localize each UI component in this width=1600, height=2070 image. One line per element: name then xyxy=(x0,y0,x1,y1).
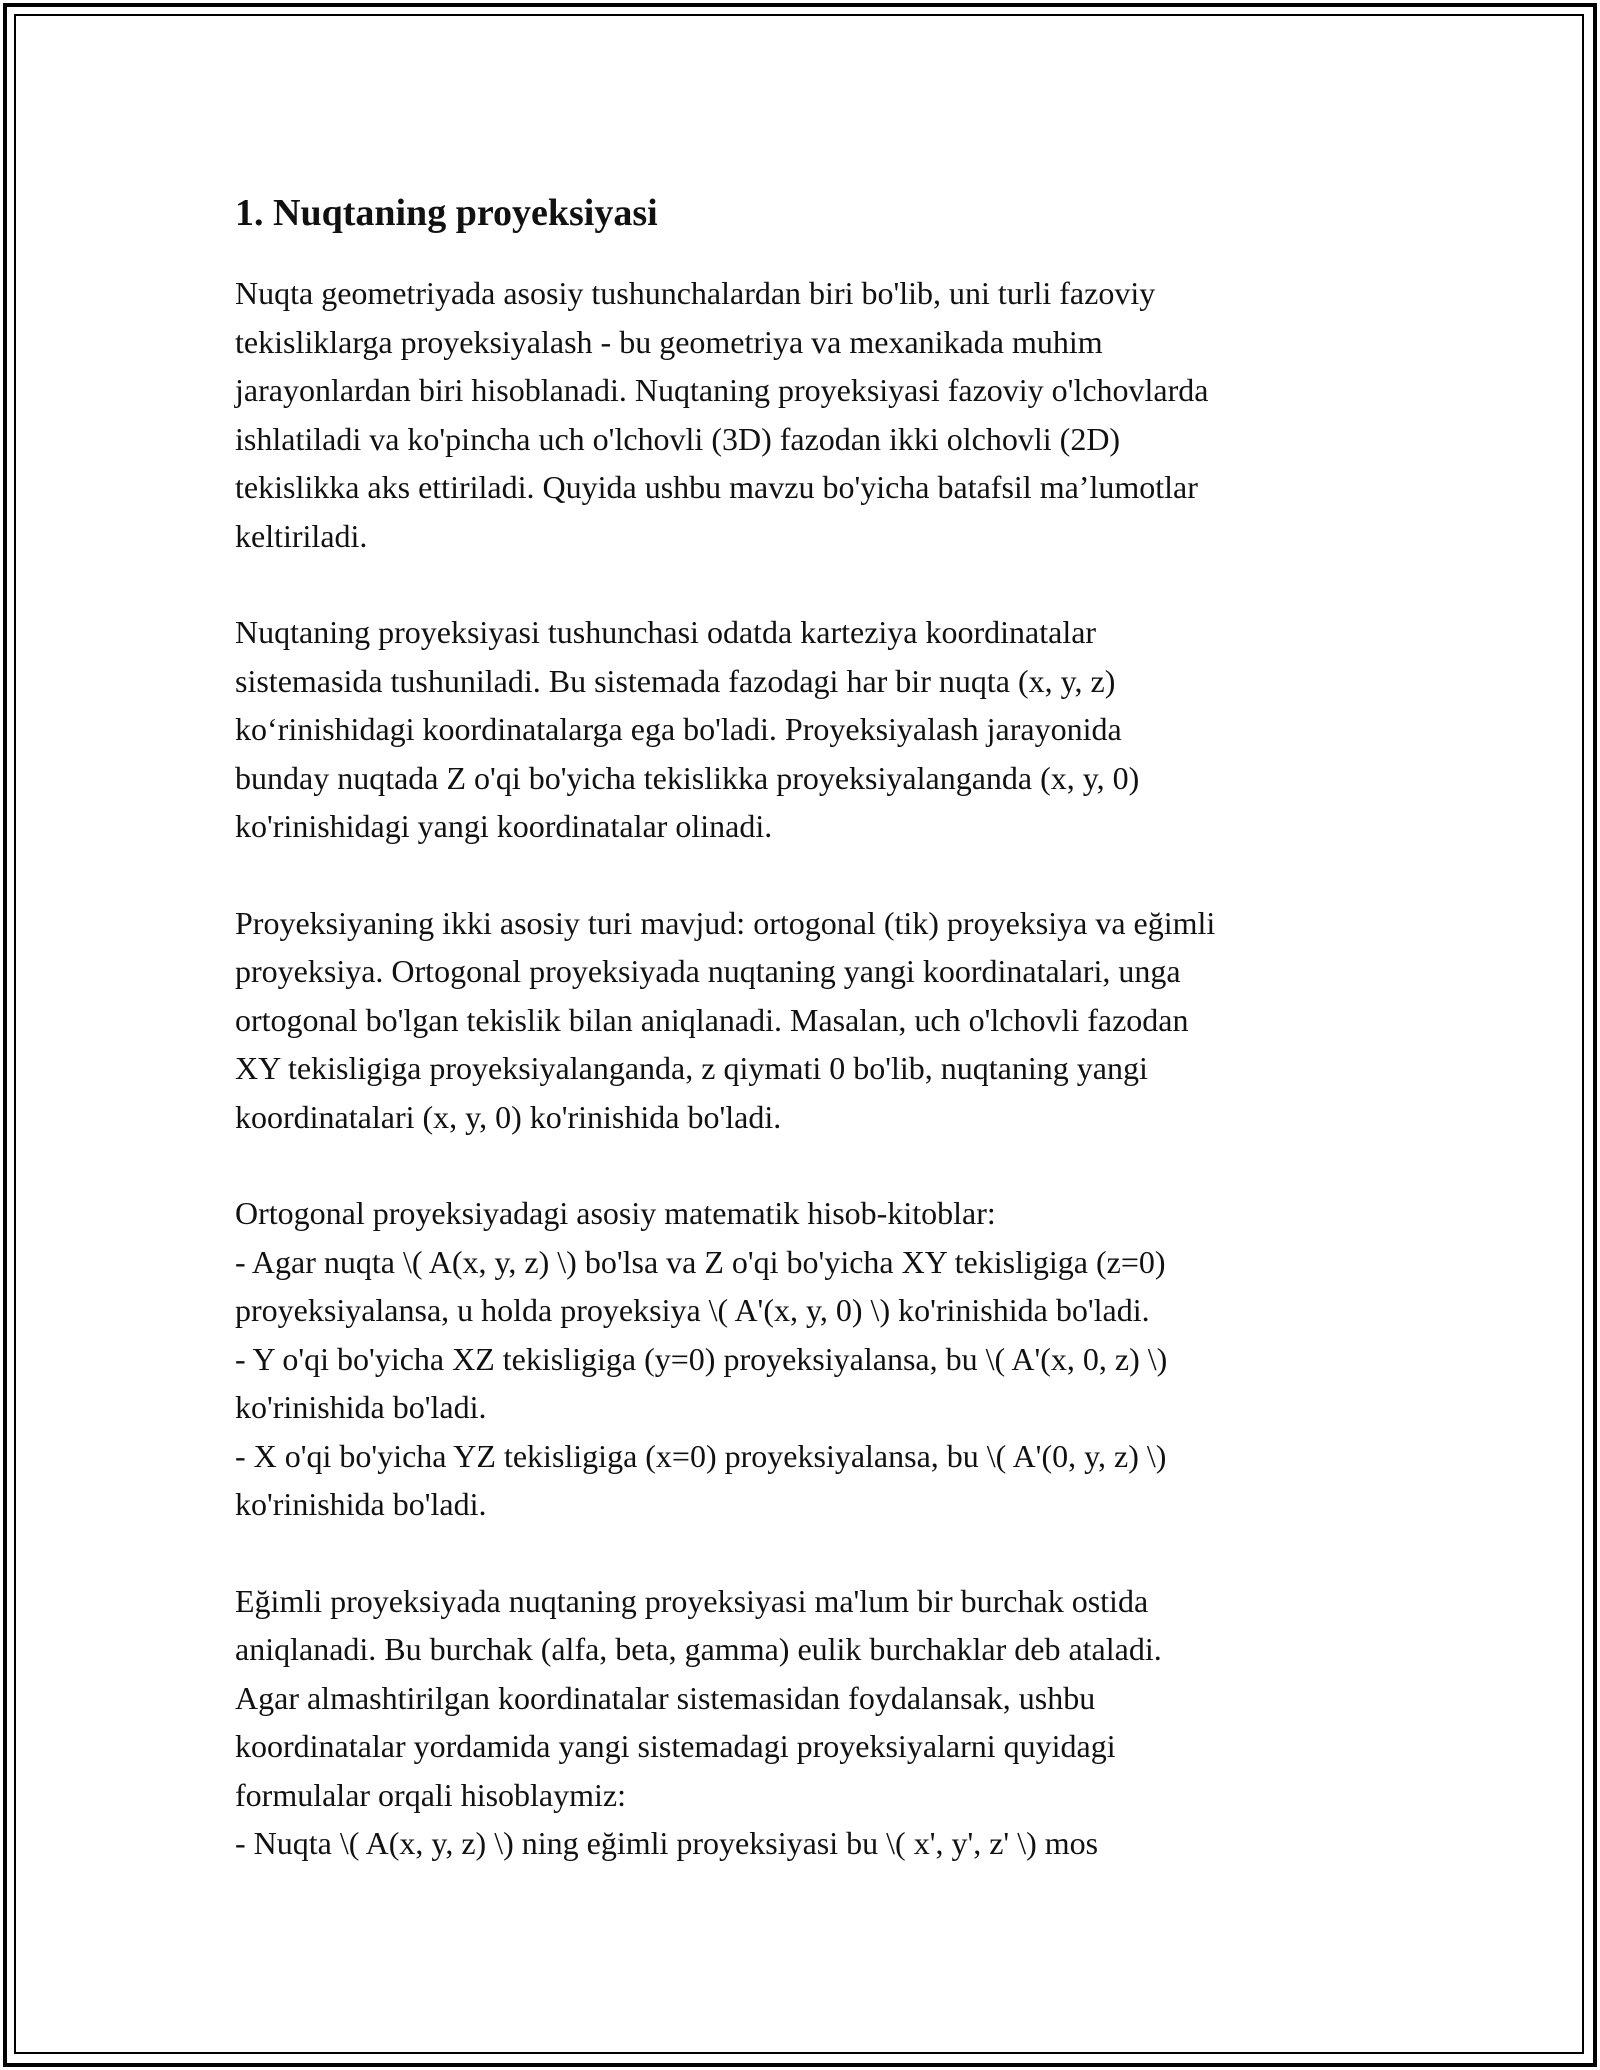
paragraph-line: koordinatalari (x, y, 0) ko'rinishida bo'ladi. xyxy=(235,1098,782,1135)
paragraph-line: koordinatalar yordamida yangi sistemadagi proyeksiyalarni quyidagi xyxy=(235,1728,1116,1764)
paragraph-line: XY tekisligiga proyeksiyalanganda, z qiymati 0 bo'lib, nuqtaning yangi xyxy=(235,1050,1148,1086)
paragraph xyxy=(235,269,1375,560)
paragraph-line: - Agar nuqta \( A(x, y, z) \) bo'lsa va Z o'qi bo'yicha XY tekisligiga (z=0) xyxy=(235,1243,1166,1280)
paragraph xyxy=(235,1189,1375,1529)
paragraph-line: tekisliklarga proyeksiyalash - bu geometriya va mexanikada muhim xyxy=(235,323,1103,360)
paragraph-line: tekislikka aks ettiriladi. Quyida ushbu mavzu bo'yicha batafsil ma’lumotlar xyxy=(235,469,1198,505)
paragraph-line: Eğimli proyeksiyada nuqtaning proyeksiyasi ma'lum bir burchak ostida xyxy=(235,1582,1149,1619)
document-body xyxy=(235,185,1375,1916)
paragraph-line: Ortogonal proyeksiyadagi asosiy matematik hisob-kitoblar: xyxy=(235,1195,996,1231)
paragraph-line: ko‘rinishidagi koordinatalarga ega bo'ladi. Proyeksiyalash jarayonida xyxy=(235,711,1122,747)
paragraph-line: keltiriladi. xyxy=(235,517,368,554)
paragraph-line: ishlatiladi va ko'pincha uch o'lchovli (3D) fazodan ikki olchovli (2D) xyxy=(235,420,1121,457)
paragraph-line: ko'rinishida bo'ladi. xyxy=(235,1389,487,1425)
paragraph-line: - Nuqta \( A(x, y, z) \) ning eğimli proyeksiyasi bu \( x', y', z' \) mos xyxy=(235,1825,1099,1861)
paragraph-line: Proyeksiyaning ikki asosiy turi mavjud: ortogonal (tik) proyeksiya va eğimli xyxy=(235,904,1216,941)
paragraph-line: jarayonlardan biri hisoblanadi. Nuqtaning proyeksiyasi fazoviy o'lchovlarda xyxy=(235,372,1209,408)
paragraph-list xyxy=(235,269,1375,1868)
paragraph-line: - X o'qi bo'yicha YZ tekisligiga (x=0) proyeksiyalansa, bu \( A'(0, y, z) \) xyxy=(235,1437,1167,1474)
paragraph-line: Agar almashtirilgan koordinatalar sistemasidan foydalansak, ushbu xyxy=(235,1679,1096,1716)
paragraph-line: ortogonal bo'lgan tekislik bilan aniqlanadi. Masalan, uch o'lchovli fazodan xyxy=(235,1001,1189,1038)
paragraph-line: aniqlanadi. Bu burchak (alfa, beta, gamma) eulik burchaklar deb ataladi. xyxy=(235,1631,1162,1667)
section-heading: 1. Nuqtaning proyeksiyasi xyxy=(235,192,658,234)
paragraph-line: Nuqta geometriyada asosiy tushunchalardan biri bo'lib, uni turli fazoviy xyxy=(235,275,1156,311)
paragraph-line: ko'rinishidagi yangi koordinatalar olinadi. xyxy=(235,808,773,844)
paragraph xyxy=(235,1577,1375,1868)
paragraph-line: bunday nuqtada Z o'qi bo'yicha tekislikka proyeksiyalanganda (x, y, 0) xyxy=(235,759,1140,796)
paragraph-line: - Y o'qi bo'yicha XZ tekisligiga (y=0) proyeksiyalansa, bu \( A'(x, 0, z) \) xyxy=(235,1340,1168,1377)
paragraph-line: ko'rinishida bo'ladi. xyxy=(235,1486,487,1522)
paragraph-line: formulalar orqali hisoblaymiz: xyxy=(235,1776,626,1813)
paragraph xyxy=(235,608,1375,851)
paragraph-line: proyeksiyalansa, u holda proyeksiya \( A'(x, y, 0) \) ko'rinishida bo'ladi. xyxy=(235,1292,1150,1328)
paragraph-line: Nuqtaning proyeksiyasi tushunchasi odatda karteziya koordinatalar xyxy=(235,614,1097,650)
paragraph-line: sistemasida tushuniladi. Bu sistemada fazodagi har bir nuqta (x, y, z) xyxy=(235,662,1116,699)
paragraph xyxy=(235,899,1375,1142)
paragraph-line: proyeksiya. Ortogonal proyeksiyada nuqtaning yangi koordinatalari, unga xyxy=(235,953,1181,989)
